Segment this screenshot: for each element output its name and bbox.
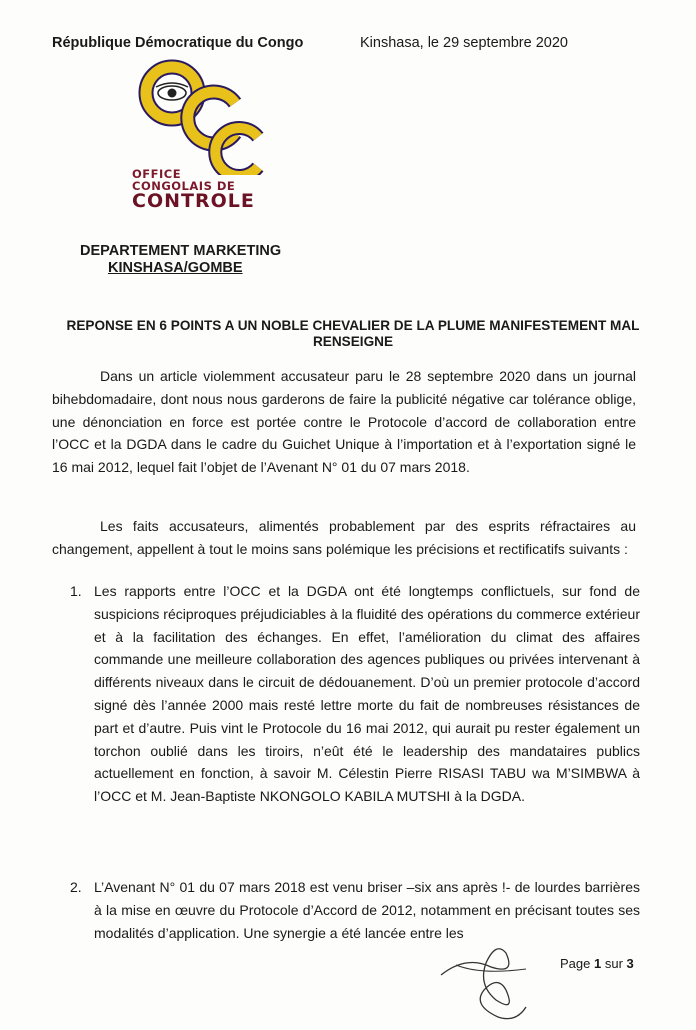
paragraph-1: Dans un article violemment accusateur paru le 28 septembre 2020 dans un journal bihebdomadaire, dont nous nous garderons de faire la publicité négative car tolérance oblige, une dénonciation en force est portée contre le Protocole d’accord de collaboration entre l’OCC et la DGDA dans le cadre du Guichet Unique à l’importation et à l’exportation signé le 16 mai 2012, lequel fait l’objet de l’Avenant N° 01 du 07 mars 2018.	[52, 368, 636, 476]
list-item-number: 2.	[70, 879, 82, 895]
page-number	[560, 956, 634, 971]
signature	[436, 945, 556, 1025]
document-title: REPONSE EN 6 POINTS A UN NOBLE CHEVALIER DE LA PLUME MANIFESTEMENT MAL RENSEIGNE	[66, 318, 640, 349]
department-location: KINSHASA/GOMBE	[108, 260, 243, 276]
total-pages: 3	[626, 956, 634, 971]
page-word: Page	[560, 956, 591, 971]
of-word: sur	[604, 956, 623, 971]
current-page: 1	[594, 956, 602, 971]
occ-logo	[130, 55, 275, 175]
paragraph-2: Les faits accusateurs, alimentés probablement par des esprits réfractaires au changement, appellent à tout le moins sans polémique les précisions et rectificatifs suivants :	[52, 518, 636, 557]
organization-name	[132, 168, 272, 212]
list-item	[70, 876, 640, 944]
country-name: République Démocratique du Congo	[52, 35, 304, 51]
org-line-2: CONGOLAIS DE	[132, 179, 236, 194]
department-name: DEPARTEMENT MARKETING	[80, 243, 282, 259]
list-item-text: Les rapports entre l’OCC et la DGDA ont été longtemps conflictuels, sur fond de suspicions réciproques préjudiciables à la fluidité des opérations du commerce extérieur et à la facilitation des échanges. En effet, l’amélioration du climat des affaires commande une meilleure collaboration des agences publiques ou privées intervenant à différents niveaux dans le circuit de dédouanement. D’où un premier protocole d’accord signé dès l’année 2000 mais resté lettre morte du fait de nombreuses résistances de part et d’autre. Puis vint le Protocole du 16 mai 2012, qui aurait pu rester également un torchon oublié dans les tiroirs, n’eût été le leadership des mandataires publics actuellement en fonction, à savoir M. Célestin Pierre RISASI TABU wa M’SIMBWA à l’OCC et M. Jean-Baptiste NKONGOLO KABILA MUTSHI à la DGDA.	[94, 583, 640, 805]
list-item-text: L’Avenant N° 01 du 07 mars 2018 est venu briser –six ans après !- de lourdes barrières à la mise en œuvre du Protocole d’Accord de 2012, notamment en précisant toutes ses modalités d’application. Une synergie a été lancée entre les	[94, 879, 640, 941]
place-date: Kinshasa, le 29 septembre 2020	[360, 35, 568, 51]
org-line-1: OFFICE	[132, 167, 182, 181]
list-item	[70, 580, 640, 808]
org-line-3: CONTROLE	[132, 190, 255, 213]
list-item-number: 1.	[70, 583, 82, 599]
